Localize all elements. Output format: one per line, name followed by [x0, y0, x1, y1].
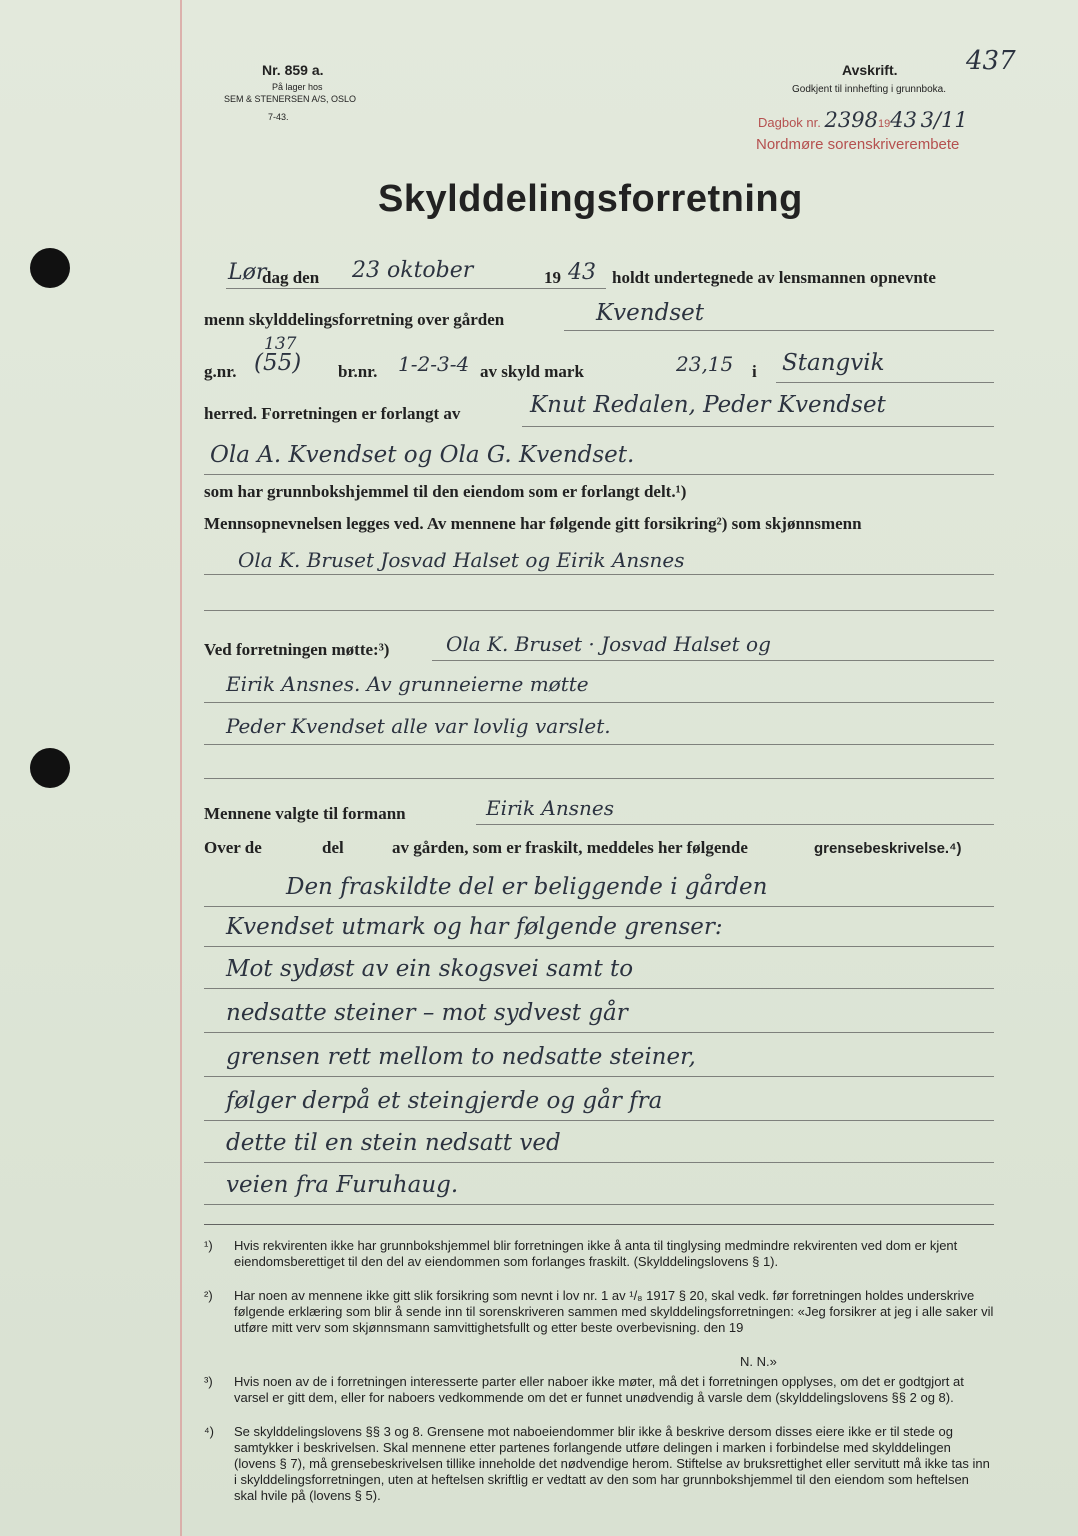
description-line: veien fra Furuhaug.: [226, 1172, 459, 1198]
page-number: 437: [966, 46, 1016, 76]
description-line: Mot sydøst av ein skogsvei samt to: [226, 956, 634, 982]
over-de: Over de: [204, 838, 262, 857]
year-print: 19: [544, 268, 561, 287]
footnote-mark: ¹): [204, 1238, 213, 1253]
i-print: i: [752, 362, 757, 381]
footnote-signature: [740, 1354, 840, 1372]
requester-hand1: Knut Redalen, Peder Kvendset: [530, 392, 886, 418]
form-number: Nr. 859 a.: [262, 62, 324, 78]
skyld-print: av skyld mark: [480, 362, 584, 381]
skyld-hand: 23,15: [676, 352, 734, 376]
mote-hand3: Peder Kvendset alle var lovlig varslet.: [226, 714, 611, 738]
footnote: [204, 1374, 994, 1405]
description-line: nedsatte steiner – mot sydvest går: [226, 1000, 628, 1026]
weekday-hand: Lør: [228, 260, 267, 285]
dagbok-year-prefix: 19: [877, 118, 891, 130]
punch-hole: [30, 748, 70, 788]
margin-line: [180, 0, 182, 1536]
footnote: [204, 1288, 994, 1335]
del-label: del: [322, 838, 344, 857]
footnote-mark: ²): [204, 1288, 213, 1303]
grunnbok-line: som har grunnbokshjemmel til den eiendom som er forlangt delt.¹): [204, 482, 687, 501]
year-hand: 43: [568, 260, 596, 285]
description-line: grensen rett mellom to nedsatte steiner,: [226, 1044, 696, 1070]
gnr-correction: 137: [264, 334, 297, 354]
publisher-line2: SEM & STENERSEN A/S, OSLO: [224, 94, 357, 104]
bnr-print: br.nr.: [338, 362, 378, 381]
dagbok-stamp: [758, 108, 968, 132]
form-date-code: 7-43.: [268, 112, 289, 122]
description-line: dette til en stein nedsatt ved: [226, 1130, 561, 1156]
footnote-text: Hvis noen av de i forretningen interesserte parter eller naboer ikke møter, må det i forretningen opplyses, om det er godtgjort at varsel er gitt dem, eller for naboers vedkommende om det er funnet unødvendig å varsle dem (skylddelingslovens §§ 2 og 8).: [234, 1374, 964, 1405]
herred-hand: Stangvik: [782, 350, 885, 376]
date-hand: 23 oktober: [352, 258, 474, 283]
formann-print: Mennene valgte til formann: [204, 804, 406, 823]
menn-line: Mennsopnevnelsen legges ved. Av mennene har følgende gitt forsikring²) som skjønnsmenn: [204, 514, 862, 533]
footnote-text: Se skylddelingslovens §§ 3 og 8. Grensene mot naboeiendommer blir ikke å beskrive dersom disses eiere ikke er til stede og samtykker i beskrivelsen. Skal mennene etter partenes forlangende utføre delingen i marken i forbindelse med skylddelingen (lovens § 7), må grensebeskrivelsen tillike inneholde det nødvendige herom. Stiftelse av bruksrettighet eller servitutt må ikke tas inn i skylddelingsforretningen, uten at heftelsen skriftlig er vedtatt av den som har grunnbokshjemmel til den eiendom som heftelsen skal hvile på (lovens § 5).: [234, 1424, 990, 1503]
mote-hand1: Ola K. Bruset · Josvad Halset og: [446, 632, 771, 656]
footnote-mark: ⁴): [204, 1424, 214, 1439]
footnote: [204, 1238, 994, 1269]
footnote-text: N. N.»: [740, 1354, 777, 1369]
footnote-text: Har noen av mennene ikke gitt slik forsikring som nevnt i lov nr. 1 av ¹/₈ 1917 § 20, skal vedk. før forretningen holdes underskrive følgende erklæring som blir å sende inn til sorenskriveren sammen med skylddelingsforretningen: «Jeg forsikrer at jeg i alle saker vil utføre mitt verv som skjønnsmann samvittighetsfullt og etter beste overbevisning. den 19: [234, 1288, 994, 1335]
godkjent-label: Godkjent til innhefting i grunnboka.: [792, 84, 946, 95]
line1-print: holdt undertegnede av lensmannen opnevnte: [612, 268, 936, 287]
avskrift-label: Avskrift.: [842, 62, 898, 78]
publisher-line1: På lager hos: [272, 82, 323, 92]
menn-hand: Ola K. Bruset Josvad Halset og Eirik Ansnes: [238, 548, 685, 572]
punch-hole: [30, 248, 70, 288]
dagbok-year: 43: [890, 108, 917, 132]
gnr-print: g.nr.: [204, 362, 237, 381]
dagbok-prefix: Dagbok nr.: [758, 115, 821, 130]
line2-print: menn skylddelingsforretning over gården: [204, 310, 505, 329]
footnote-text: Hvis rekvirenten ikke har grunnbokshjemmel blir forretningen ikke å anta til tinglysing medmindre rekvirenten ved dom er kjent eiendomsberettiget til den del av eiendommen som forlanges fraskilt. (Skylddelingslovens § 1).: [234, 1238, 958, 1269]
farm-hand: Kvendset: [596, 300, 704, 326]
formann-hand: Eirik Ansnes: [486, 796, 614, 820]
document-title: Skylddelingsforretning: [378, 178, 803, 220]
footnote-mark: ³): [204, 1374, 213, 1389]
description-line: følger derpå et steingjerde og går fra: [226, 1088, 663, 1114]
grense-sup: ⁴): [949, 840, 962, 857]
gnr-hand: (55): [254, 350, 302, 376]
weekday-print: dag den: [262, 268, 320, 287]
grense-bold: [814, 840, 962, 857]
mote-hand2: Eirik Ansnes. Av grunneierne møtte: [226, 672, 589, 696]
grense-print: av gården, som er fraskilt, meddeles her følgende: [392, 838, 748, 857]
description-line: Kvendset utmark og har følgende grenser:: [226, 914, 723, 940]
requester-hand2: Ola A. Kvendset og Ola G. Kvendset.: [210, 442, 635, 468]
office-stamp: Nordmøre sorenskriverembete: [756, 136, 960, 153]
grense-bold-text: grensebeskrivelse.: [814, 840, 950, 857]
dagbok-date: 3/11: [920, 108, 968, 132]
dagbok-number: 2398: [824, 108, 878, 132]
description-line: Den fraskildte del er beliggende i gården: [286, 874, 768, 900]
footnote: [204, 1424, 994, 1503]
bnr-hand: 1-2-3-4: [398, 352, 470, 376]
mote-print: Ved forretningen møtte:³): [204, 640, 390, 659]
herred-print: herred. Forretningen er forlangt av: [204, 404, 461, 423]
